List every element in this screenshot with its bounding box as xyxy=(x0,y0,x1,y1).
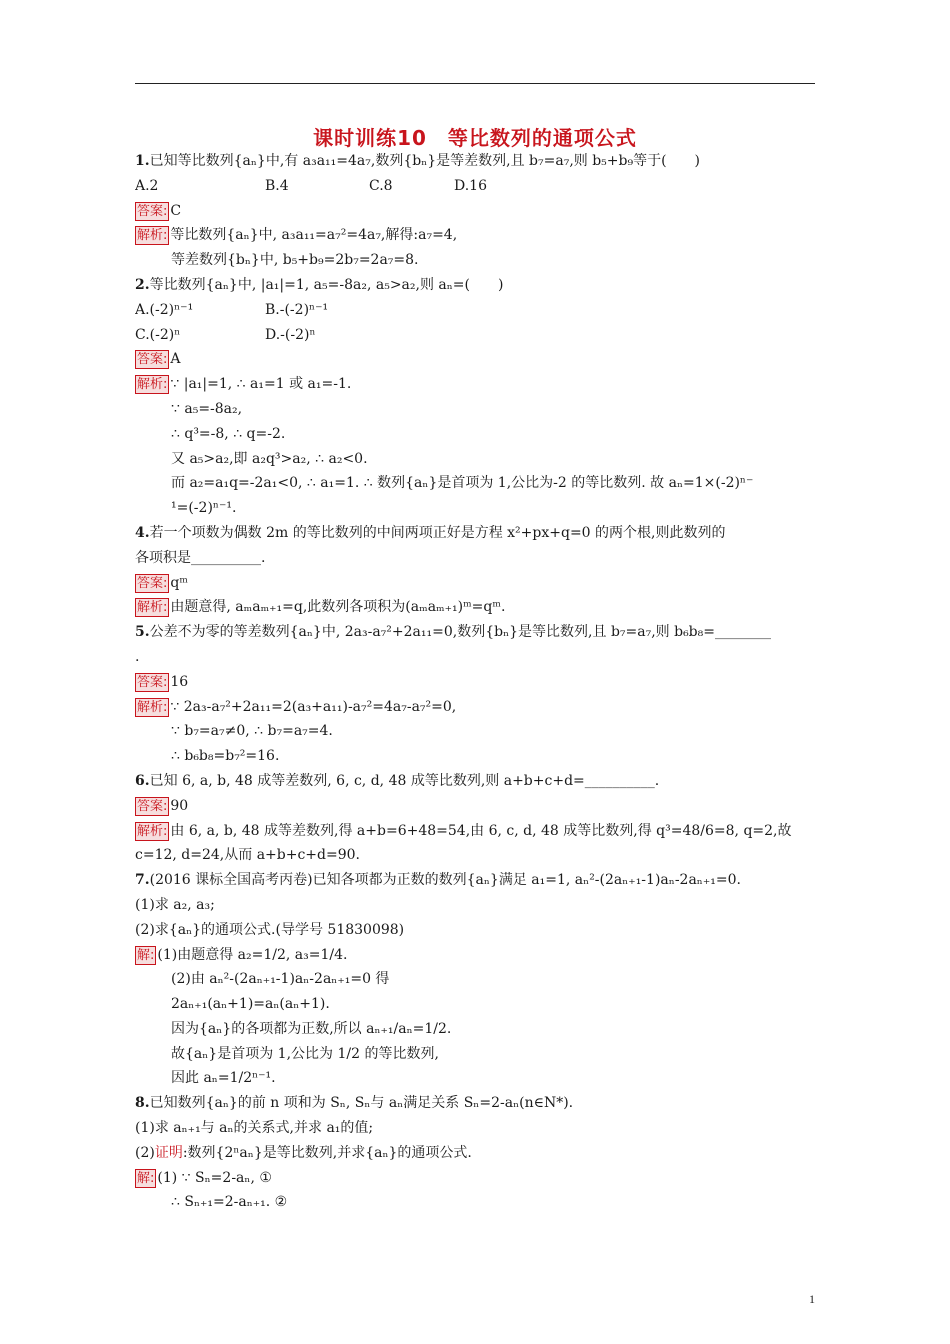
option-d: D.16 xyxy=(454,177,487,194)
answer-text: 由 6, a, b, 48 成等差数列,得 a+b=6+48=54,由 6, c, d, 48 成等比数列,得 q³=48/6=8, q=2,故 xyxy=(170,822,792,839)
answer-line xyxy=(135,223,815,248)
answer-text: 由题意得, aₘaₘ₊₁=q,此数列各项积为(aₘaₘ₊₁)ᵐ=qᵐ. xyxy=(170,599,506,616)
answer-line xyxy=(135,347,815,372)
question-text: 若一个项数为偶数 2m 的等比数列的中间两项正好是方程 x²+px+q=0 的两个根,则此数列的 xyxy=(149,524,726,541)
solution-line: ∵ b₇=a₇≠0, ∴ b₇=a₇=4. xyxy=(171,723,333,740)
answer-tag: 答案: xyxy=(137,352,168,368)
answer-text: (1)由题意得 a₂=1/2, a₃=1/4. xyxy=(157,946,348,963)
solution-line: ¹=(-2)ⁿ⁻¹. xyxy=(171,500,237,517)
header-rule xyxy=(135,83,815,84)
question-text: 已知 6, a, b, 48 成等差数列, 6, c, d, 48 成等比数列,则 a+b+c+d=__________. xyxy=(149,772,660,789)
question-line xyxy=(135,1091,815,1116)
answer-line xyxy=(135,571,815,596)
text-line: (1)求 a₂, a₃; xyxy=(135,896,215,913)
options-row xyxy=(135,298,815,323)
question-line xyxy=(135,273,815,298)
question-number: 8. xyxy=(135,1095,150,1112)
answer-tag: 解: xyxy=(137,947,155,963)
solution-line: 因为{aₙ}的各项都为正数,所以 aₙ₊₁/aₙ=1/2. xyxy=(171,1020,452,1037)
answer-line xyxy=(135,794,815,819)
question-text: (2016 课标全国高考丙卷)已知各项都为正数的数列{aₙ}满足 a₁=1, aₙ²-(2aₙ₊₁-1)aₙ-2aₙ₊₁=0. xyxy=(149,872,741,889)
text-line: (1)求 aₙ₊₁与 aₙ的关系式,并求 a₁的值; xyxy=(135,1120,374,1137)
answer-tag: 解析: xyxy=(137,228,168,244)
answer-tag: 答案: xyxy=(137,674,168,690)
proof-label: 证明 xyxy=(154,1144,183,1161)
answer-tag: 答案: xyxy=(137,798,168,814)
options-row xyxy=(135,174,815,199)
question-number: 6. xyxy=(135,772,150,789)
answer-tag: 解: xyxy=(137,1170,155,1186)
solution-line: 因此 aₙ=1/2ⁿ⁻¹. xyxy=(171,1070,276,1087)
answer-text: 16 xyxy=(170,673,189,690)
solution-line: ∴ b₆b₈=b₇²=16. xyxy=(171,748,280,765)
answer-line xyxy=(135,695,815,720)
answer-tag: 解析: xyxy=(137,377,168,393)
question-number: 7. xyxy=(135,872,150,889)
question-line xyxy=(135,620,815,645)
options-row xyxy=(135,323,815,348)
question-number: 4. xyxy=(135,524,150,541)
text-line: . xyxy=(135,648,140,665)
question-number: 1. xyxy=(135,153,150,169)
question-line xyxy=(135,521,815,546)
option-a: A.(-2)ⁿ⁻¹ xyxy=(135,301,194,318)
answer-text: ∵ |a₁|=1, ∴ a₁=1 或 a₁=-1. xyxy=(170,376,352,393)
answer-tag: 答案: xyxy=(137,575,168,591)
answer-tag: 解析: xyxy=(137,699,168,715)
question-subpart xyxy=(135,1141,815,1166)
answer-line xyxy=(135,943,815,968)
answer-text: 90 xyxy=(170,797,189,814)
solution-line: 等差数列{bₙ}中, b₅+b₉=2b₇=2a₇=8. xyxy=(171,252,419,269)
answer-text: C xyxy=(170,202,182,219)
answer-line xyxy=(135,595,815,620)
answer-text: (1) ∵ Sₙ=2-aₙ, ① xyxy=(157,1169,272,1186)
question-text: 已知数列{aₙ}的前 n 项和为 Sₙ, Sₙ与 aₙ满足关系 Sₙ=2-aₙ(n∈N*). xyxy=(149,1095,574,1112)
text-line: 各项积是__________. xyxy=(135,549,266,566)
solution-line: (2)由 aₙ²-(2aₙ₊₁-1)aₙ-2aₙ₊₁=0 得 xyxy=(171,971,390,988)
answer-tag: 答案: xyxy=(137,203,168,219)
text-line: c=12, d=24,从而 a+b+c+d=90. xyxy=(135,847,360,864)
question-text: 公差不为零的等差数列{aₙ}中, 2a₃-a₇²+2a₁₁=0,数列{bₙ}是等比数列,且 b₇=a₇,则 b₆b₈=________ xyxy=(149,624,771,641)
option-a: A.2 xyxy=(135,177,159,194)
question-line xyxy=(135,868,815,893)
solution-line: 2aₙ₊₁(aₙ+1)=aₙ(aₙ+1). xyxy=(171,996,330,1013)
solution-line: 而 a₂=a₁q=-2a₁<0, ∴ a₁=1. ∴ 数列{aₙ}是首项为 1,公比为-2 的等比数列. 故 aₙ=1×(-2)ⁿ⁻ xyxy=(171,475,754,492)
question-number: 5. xyxy=(135,624,150,641)
answer-line xyxy=(135,819,815,844)
option-b: B.-(-2)ⁿ⁻¹ xyxy=(265,301,329,318)
answer-tag: 解析: xyxy=(137,600,168,616)
question-number: 2. xyxy=(135,276,150,293)
option-c: C.8 xyxy=(369,177,393,194)
question-text: 等比数列{aₙ}中, |a₁|=1, a₅=-8a₂, a₅>a₂,则 aₙ=( ) xyxy=(149,276,504,293)
page-number: 1 xyxy=(809,1292,815,1306)
answer-text: ∵ 2a₃-a₇²+2a₁₁=2(a₃+a₁₁)-a₇²=4a₇-a₇²=0, xyxy=(170,698,457,715)
answer-line xyxy=(135,670,815,695)
solution-line: ∴ Sₙ₊₁=2-aₙ₊₁. ② xyxy=(171,1194,288,1211)
document-body xyxy=(135,149,815,1215)
solution-line: 故{aₙ}是首项为 1,公比为 1/2 的等比数列, xyxy=(171,1045,439,1062)
answer-line xyxy=(135,1166,815,1191)
solution-line: ∴ q³=-8, ∴ q=-2. xyxy=(171,425,286,442)
subpart-text: :数列{2ⁿaₙ}是等比数列,并求{aₙ}的通项公式. xyxy=(182,1144,472,1161)
question-text: 已知等比数列{aₙ}中,有 a₃a₁₁=4a₇,数列{bₙ}是等差数列,且 b₇=a₇,则 b₅+b₉等于( ) xyxy=(149,153,701,169)
answer-tag: 解析: xyxy=(137,823,168,839)
option-b: D.-(-2)ⁿ xyxy=(265,326,316,343)
text-line: (2)求{aₙ}的通项公式.(导学号 51830098) xyxy=(135,921,405,938)
solution-line: 又 a₅>a₂,即 a₂q³>a₂, ∴ a₂<0. xyxy=(171,450,368,467)
page-title: 课时训练10 等比数列的通项公式 xyxy=(313,126,637,150)
answer-text: qᵐ xyxy=(170,574,188,591)
solution-line: ∵ a₅=-8a₂, xyxy=(171,400,243,417)
subpart-prefix: (2) xyxy=(135,1144,155,1161)
answer-text: 等比数列{aₙ}中, a₃a₁₁=a₇²=4a₇,解得:a₇=4, xyxy=(170,227,458,244)
option-b: B.4 xyxy=(265,177,289,194)
question-line xyxy=(135,769,815,794)
answer-line xyxy=(135,199,815,224)
answer-line xyxy=(135,372,815,397)
option-a: C.(-2)ⁿ xyxy=(135,326,181,343)
question-line xyxy=(135,149,815,174)
answer-text: A xyxy=(170,351,181,368)
